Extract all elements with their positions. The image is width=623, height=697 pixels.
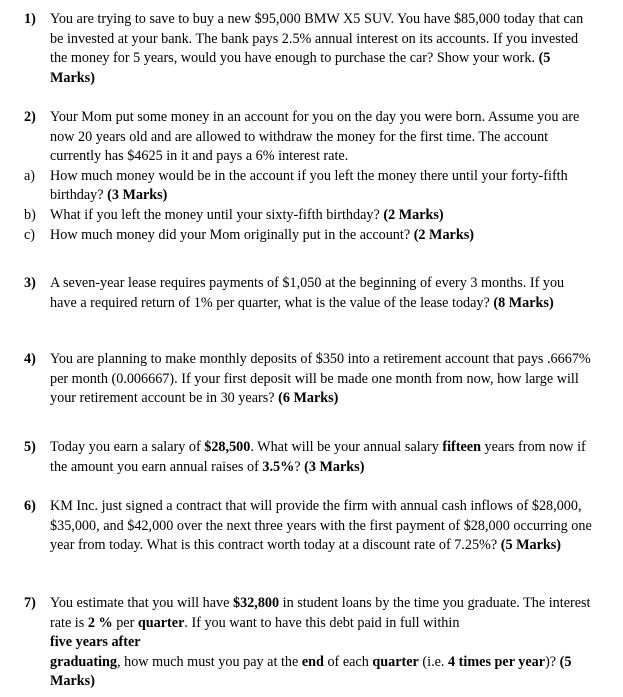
- part-text: How much money would be in the account if you left the money there until your forty-fifth birthday?: [50, 167, 568, 204]
- question-text: of each: [327, 653, 369, 670]
- question-6: [0, 497, 623, 556]
- raise-value: 3.5%: [262, 458, 295, 475]
- question-text: You are planning to make monthly deposits of $350 into a retirement account that pays .6667% per month (0.006667). If your first deposit will be made one month from now, how large will your retirement account be in 30 years?: [50, 351, 591, 407]
- question-marks: (5 Marks): [500, 537, 562, 554]
- graduating-text: graduating: [50, 653, 118, 670]
- question-text: in student loans by the time you graduate. The interest rate is: [50, 595, 591, 631]
- question-text: You are trying to save to buy a new $95,000 BMW X5 SUV. You have $85,000 today that can be invested at your bank. The bank pays 2.5% annual interest on its accounts. If you invested the money for 5 years, would you have enough to purchase the car? Show your work.: [50, 11, 584, 67]
- question-text: KM Inc. just signed a contract that will provide the firm with annual cash inflows of $28,000, $35,000, and $42,000 over the next three years with the first payment of $28,000 occurring one year from today. What is this contract worth today at a discount rate of 7.25%?: [50, 498, 592, 554]
- rate-value: 2 %: [87, 614, 113, 631]
- question-text: . What will be your annual salary: [250, 439, 439, 455]
- part-marks: (3 Marks): [107, 187, 168, 204]
- period-value: quarter: [137, 614, 185, 631]
- question-5: [0, 438, 623, 477]
- part-label: c): [24, 226, 36, 243]
- part-text: How much money did your Mom originally put in the account?: [50, 226, 411, 243]
- question-text: You estimate that you will have: [50, 595, 230, 611]
- question-text: )?: [545, 653, 557, 670]
- question-text: Your Mom put some money in an account for you on the day you were born. Assume you are now 20 years old and are allowed to withdraw the money for the first time. The account currently has $4625 in it and pays a 6% interest rate.: [50, 109, 580, 165]
- salary-value: $28,500: [204, 439, 251, 455]
- question-text: Today you earn a salary of: [50, 439, 201, 455]
- loan-value: $32,800: [232, 595, 280, 611]
- question-marks: (8 Marks): [493, 294, 554, 311]
- question-marks: (6 Marks): [278, 390, 339, 407]
- question-3: [0, 274, 623, 313]
- question-marks: (3 Marks): [304, 458, 365, 475]
- part-text: What if you left the money until your sixty-fifth birthday?: [50, 206, 380, 223]
- question-2: [0, 108, 623, 245]
- years-value: fifteen: [442, 439, 481, 455]
- question-text: ?: [294, 458, 301, 475]
- question-text: A seven-year lease requires payments of $1,050 at the beginning of every 3 months. If you have a required return of 1% per quarter, what is the value of the lease today?: [50, 275, 565, 311]
- part-marks: (2 Marks): [413, 226, 474, 243]
- question-text: , how much must you pay at the: [117, 653, 299, 670]
- part-label: a): [24, 167, 36, 184]
- question-marks: (5 Marks): [50, 653, 572, 690]
- part-marks: (2 Marks): [383, 206, 444, 223]
- question-number: 1): [24, 11, 36, 27]
- question-text: (i.e.: [422, 653, 445, 670]
- question-text: per: [116, 614, 135, 631]
- timing-value: end: [301, 653, 324, 670]
- question-7: [0, 594, 623, 692]
- frequency-value: 4 times per year: [448, 653, 546, 670]
- question-number: 5): [24, 439, 36, 455]
- term-value: five years after: [50, 634, 141, 651]
- question-text: . If you want to have this debt paid in full within: [184, 614, 460, 631]
- each-value: quarter: [372, 653, 419, 670]
- question-4: [0, 350, 623, 409]
- question-marks: (5 Marks): [50, 50, 551, 86]
- question-1: [0, 10, 623, 88]
- question-number: 3): [24, 275, 36, 291]
- question-number: 7): [24, 595, 36, 611]
- question-number: 6): [24, 498, 36, 514]
- part-label: b): [24, 206, 36, 223]
- question-text: years from now if the amount you earn annual raises of: [50, 439, 586, 475]
- question-number: 2): [24, 109, 36, 125]
- question-number: 4): [24, 351, 36, 367]
